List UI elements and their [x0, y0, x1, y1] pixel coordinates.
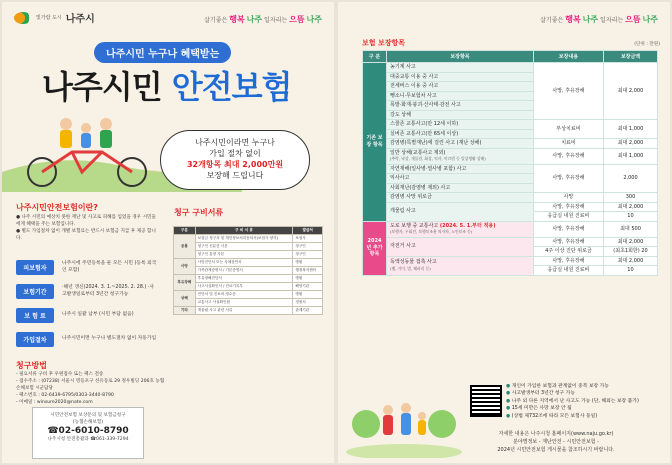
bubble-highlight: 32개항목 최대 2,000만원	[186, 160, 284, 169]
table-cell: 병원	[293, 275, 323, 283]
table-cell: 병원	[293, 259, 323, 267]
table-cell: 최대 2,000	[603, 63, 657, 120]
tag-label: 피보험자	[16, 260, 54, 275]
table-cell: 사망	[533, 193, 603, 203]
table-cell: 최대 2,000	[603, 202, 657, 212]
notice-item: ● 사고발생부터 3년간 청구 가능	[506, 390, 666, 397]
table-cell: 사망	[174, 259, 196, 275]
slogan-word1: 행복	[565, 15, 581, 24]
contact-label: 시민안전보험 보상문의 및 보험금청구	[50, 413, 126, 418]
table-row	[174, 267, 323, 275]
docs-heading: 청구 구비서류	[174, 208, 224, 217]
table-cell: 청구인 통장 사본	[195, 251, 293, 259]
table-cell: 청구인 신분증 사본	[195, 243, 293, 251]
table-cell: 폭발·화재·붕괴·산사태·감전 사고	[387, 101, 534, 111]
table-cell: 치료비	[533, 139, 603, 149]
top-banner: 나주시민 누구나 혜택받는	[94, 42, 231, 63]
table-cell: 사망, 후유장해	[533, 148, 603, 164]
table-row	[174, 299, 323, 307]
bubble-line-4: 보장해 드립니다	[206, 171, 264, 180]
table-header: 보장항목	[387, 51, 534, 63]
notice-item: ● 개인이 가입한 보험과 관계없이 중복 보장 가능	[506, 383, 666, 390]
info-row-enroll	[16, 332, 158, 347]
table-row	[174, 283, 323, 291]
table-cell: 청구인	[293, 251, 323, 259]
info-row-premium	[16, 308, 158, 323]
table-row	[174, 259, 323, 267]
table-cell: 최대 2,000	[603, 139, 657, 149]
category-new-2024: 2024년 추가 항목	[363, 221, 387, 275]
slogan	[204, 14, 322, 25]
contact-phone[interactable]: ☎02-6010-8790	[47, 426, 129, 436]
table-row	[363, 164, 658, 174]
table-cell: 10	[603, 212, 657, 222]
table-cell: 진단서 및 진료비 영수증	[195, 291, 293, 299]
table-row	[174, 275, 323, 283]
people-icon	[383, 403, 426, 435]
claim-heading: 청구방법	[16, 361, 47, 370]
table-cell: 사망, 후유장해	[533, 256, 603, 266]
left-page	[2, 2, 334, 463]
slogan-mid: 일자리는	[600, 17, 624, 24]
table-cell: 경찰서	[293, 299, 323, 307]
table-cell: 사망진단서 또는 사체검안서	[195, 259, 293, 267]
table-row	[363, 193, 658, 203]
naju-logo-icon	[14, 12, 32, 24]
footer-line: 2024년 시민안전보험 게시물을 참조하시기 바랍니다.	[497, 447, 615, 453]
table-cell: 최대 500	[603, 221, 657, 237]
bubble-line-1: 나주시민이라면 누구나	[195, 138, 275, 147]
slogan-pre: 살기좋은	[204, 17, 228, 24]
table-header-row	[174, 227, 323, 235]
table-row	[363, 148, 658, 164]
notice-list	[506, 383, 666, 420]
right-page	[338, 2, 670, 463]
coverage-table	[362, 50, 658, 276]
category-existing: 기존 보장 항목	[363, 63, 387, 222]
contact-city-phone: 나주시청 안전총괄과 ☎061-339-7294	[47, 437, 129, 442]
table-cell: 사망, 후유장해	[533, 164, 603, 193]
table-cell: 가족관계증명서 / 기본증명서	[195, 267, 293, 275]
table-cell: 농기계 사고	[387, 63, 534, 73]
table-cell: 기타	[174, 307, 196, 315]
table-row	[174, 235, 323, 243]
slogan-word4: 나주	[306, 15, 322, 24]
table-header: 보장금액	[603, 51, 657, 63]
slogan-word4: 나주	[642, 15, 658, 24]
table-cell: 도로 보행 중 교통사고	[390, 222, 439, 229]
table-cell: 감염병 사망 위로금	[387, 193, 534, 203]
intro-note: ● 나주 시민의 예상치 못한 재난 및 사고로 피해를 입었을 경우 시민들에게 혜택을 주는 보험입니다.	[16, 215, 156, 227]
slogan-word1: 행복	[229, 15, 245, 24]
table-cell: 일반 상해(교통사고 제외)	[390, 149, 446, 156]
table-header-row	[363, 51, 658, 63]
table-cell: 사망, 후유장해	[533, 237, 603, 247]
table-cell: 개물림 사고	[387, 202, 534, 221]
family-riders-icon	[60, 118, 112, 148]
table-header: 구 분	[363, 51, 387, 63]
table-header: 보장내용	[533, 51, 603, 63]
claim-line: - 접수주소 : (07238) 서울시 영등포구 선유동로 29 정우빌딩 206호 농협손해보험 시군담당	[16, 379, 165, 391]
table-cell-sub: (보행자, 우회전, 보행보조용 의자차, 노인보조 등)	[390, 229, 473, 234]
table-cell: 사고사실확인서 / 진료기록부	[195, 283, 293, 291]
table-cell: 해당기관	[293, 283, 323, 291]
tag-label: 보험기간	[16, 284, 54, 299]
table-cell: 최대 1,000	[603, 120, 657, 139]
intro-notes	[16, 214, 156, 242]
table-cell: 실버존 교통사고(만 65세 이상)	[387, 129, 534, 139]
slogan-word3: 으뜸	[625, 15, 641, 24]
table-cell: 병원	[293, 291, 323, 299]
coverage-heading: 보험 보장항목	[362, 39, 406, 47]
table-cell: 사망, 후유장해	[533, 202, 603, 212]
table-cell: 전세버스 이용 중 사고	[387, 82, 534, 92]
table-cell: 보험사	[293, 235, 323, 243]
qr-code[interactable]	[470, 385, 502, 417]
table-row	[363, 202, 658, 212]
logo-name: 나주시	[65, 14, 95, 25]
table-cell: 강도 상해	[387, 110, 534, 120]
title-part-b: 안전보험	[171, 68, 292, 106]
table-header: 구 비 서 류	[195, 227, 293, 235]
table-row	[363, 237, 658, 247]
claim-line: - 이메일 : winsure2020@nate.com	[16, 400, 93, 405]
table-row	[174, 251, 323, 259]
table-cell: 부상치료비	[533, 120, 603, 139]
tree-icon	[352, 410, 380, 438]
contact-org: (농협손해보험)	[72, 420, 104, 425]
claim-line: - 팩스번호 : 02-6439-6795/0303-3440-8790	[16, 393, 114, 398]
table-cell: 익사사고	[387, 174, 534, 184]
notice-item: ● 나주 외 다른 지역에서 난 사고도 가능 (단, 해외는 보장 불가)	[506, 398, 666, 405]
slogan-word3: 으뜸	[289, 15, 305, 24]
claim-line: - 필요서류 구비 후 우편접수 또는 팩스 전송	[16, 372, 104, 377]
table-cell: 행정복지센터	[293, 267, 323, 275]
slogan-mid: 일자리는	[264, 17, 288, 24]
table-cell: 교통사고 사실확인원	[195, 299, 293, 307]
table-cell: 4주 이상 진단 위로금	[533, 247, 603, 257]
city-logo	[14, 10, 95, 25]
table-cell: 뺑소니·무보험차 사고	[387, 91, 534, 101]
intro-note: ● 별도 가입절차 없이 개별 보험료는 반드시 보험금 지급 후 제공 합니다.	[16, 229, 156, 241]
what-heading: 나주시민안전보험이란?	[16, 203, 98, 212]
table-cell: 후유장해진단서	[195, 275, 293, 283]
table-header: 발급처	[293, 227, 323, 235]
table-cell: 관계기관	[293, 307, 323, 315]
unit-label: (단위 : 만원)	[634, 42, 660, 47]
table-header: 구분	[174, 227, 196, 235]
footer	[446, 430, 666, 454]
table-row	[174, 291, 323, 299]
table-cell: 공통	[174, 235, 196, 259]
table-cell: 응급실 내원 진료비	[533, 266, 603, 276]
table-cell-sub: (추락, 낙상, 개물림, 화상, 익사, 미끄럼 등 일상생활 상해)	[390, 156, 486, 161]
table-cell-sub: (뱀, 거미, 벌, 해파리 등)	[390, 265, 431, 271]
table-row	[174, 307, 323, 315]
title-part-a: 나주시민	[42, 68, 172, 106]
table-cell: 감염병(특별재난)에 걸린 사고 (재난 상해)	[387, 139, 534, 149]
table-cell: (최초1회한) 20	[603, 247, 657, 257]
tag-text: 나주시민이면 누구나 별도절차 없이 자동가입	[62, 336, 157, 342]
table-cell: 독액성동물 접촉 사고	[390, 259, 437, 265]
table-cell: 자전거 사고	[387, 237, 534, 256]
slogan-word2: 나주	[582, 15, 599, 24]
table-cell: 300	[603, 193, 657, 203]
table-cell: 10	[603, 266, 657, 276]
table-row	[363, 139, 658, 149]
docs-table	[173, 226, 323, 315]
claim-notes	[16, 371, 166, 406]
table-cell: 응급실 내원 진료비	[533, 212, 603, 222]
table-row	[363, 256, 658, 266]
table-row	[363, 221, 658, 237]
tag-text: 나주시에 주민등록을 둔 모든 시민 (등록 외국인 포함)	[62, 261, 157, 273]
slogan-word2: 나주	[246, 15, 263, 24]
notice-item: ● (상법 제732조에 따라 모든 보험사 동일)	[506, 413, 666, 420]
contact-box	[32, 407, 144, 459]
table-row	[174, 243, 323, 251]
table-cell: 보험금 청구서 및 개인정보처리동의서(보험사 양식)	[195, 235, 293, 243]
bubble-line-2: 가입 절차 없이	[209, 149, 261, 158]
footer-line: 분야별정보 - 재난안전 - 시민안전보험 -	[513, 439, 599, 445]
table-cell: 최대 2,000	[603, 256, 657, 266]
notice-item: ● 15세 미만은 사망 보장 안 됨	[506, 405, 666, 412]
table-cell: 사회재난(감염병 제외) 사고	[387, 183, 534, 193]
table-row	[363, 63, 658, 73]
info-row-period	[16, 284, 158, 299]
footer-line[interactable]: 자세한 내용은 나주시청 홈페이지(www.naju.go.kr)	[498, 431, 614, 437]
info-row-insured	[16, 260, 158, 275]
table-cell: 스쿨존 교통사고(만 12세 이하)	[387, 120, 534, 130]
tag-text: 나주시 일괄 납부 (시민 부담 없음)	[62, 312, 134, 318]
tag-text: ·해년 갱신(2024. 3. 1.~2025. 2. 28.) ·사고발생일로부터 3년간 청구가능	[62, 285, 154, 297]
table-cell: 사망, 후유장해	[533, 63, 603, 120]
table-cell-note: (2024. 5. 1.부터 적용)	[439, 222, 496, 229]
slogan	[540, 14, 658, 25]
table-cell: 자연재해(일사병·열사병 포함) 사고	[387, 164, 534, 174]
table-cell: 개물림 사고 관련 서류	[195, 307, 293, 315]
tag-label: 보 험 료	[16, 308, 54, 323]
table-cell: 최대 2,000	[603, 237, 657, 247]
table-cell: 사망, 후유장해	[533, 221, 603, 237]
table-row	[363, 120, 658, 130]
table-cell: 청구인	[293, 243, 323, 251]
tag-label: 가입절차	[16, 332, 54, 347]
slogan-pre: 살기좋은	[540, 17, 564, 24]
speech-bubble	[160, 130, 310, 190]
table-cell: 최대 1,000	[603, 148, 657, 164]
table-cell: 2,000	[603, 164, 657, 193]
table-cell: 대중교통 이용 중 사고	[387, 72, 534, 82]
table-cell: 후유장해	[174, 275, 196, 291]
logo-city-text: 빛가람 도시	[36, 15, 62, 21]
table-cell: 상해	[174, 291, 196, 307]
